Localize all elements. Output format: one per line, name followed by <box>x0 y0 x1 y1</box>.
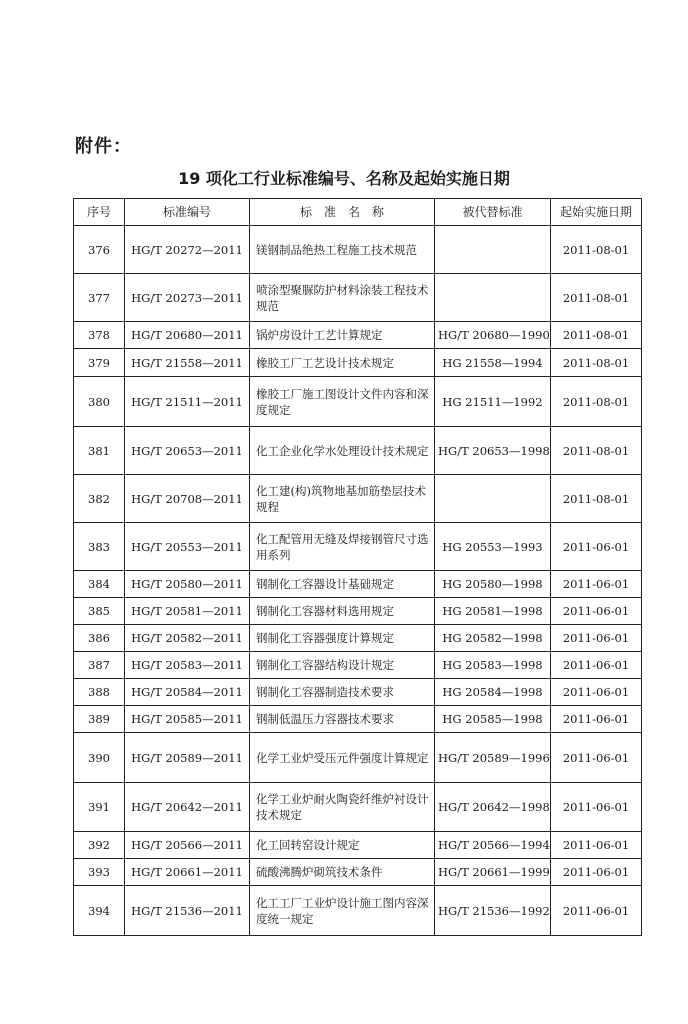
row-code: HG/T 20661—2011 <box>125 859 250 886</box>
table-row <box>74 349 642 377</box>
row-no: 386 <box>74 625 125 652</box>
row-code: HG/T 20642—2011 <box>125 783 250 832</box>
row-replaced: HG 20553—1993 <box>435 523 551 571</box>
row-no: 383 <box>74 523 125 571</box>
row-date: 2011-08-01 <box>551 226 642 274</box>
table-row <box>74 322 642 349</box>
row-date: 2011-08-01 <box>551 475 642 523</box>
row-no: 388 <box>74 679 125 706</box>
row-date: 2011-08-01 <box>551 322 642 349</box>
row-name: 钢制化工容器制造技术要求 <box>250 679 435 706</box>
table-row <box>74 571 642 598</box>
row-date: 2011-08-01 <box>551 349 642 377</box>
row-code: HG/T 20680—2011 <box>125 322 250 349</box>
row-replaced <box>435 475 551 523</box>
row-name: 化工回转窑设计规定 <box>250 832 435 859</box>
row-no: 392 <box>74 832 125 859</box>
row-no: 389 <box>74 706 125 733</box>
table-row <box>74 523 642 571</box>
row-name: 化学工业炉耐火陶瓷纤维炉衬设计技术规定 <box>250 783 435 832</box>
col-header-replaced: 被代替标准 <box>435 199 551 226</box>
row-date: 2011-06-01 <box>551 598 642 625</box>
row-name: 化工企业化学水处理设计技术规定 <box>250 427 435 475</box>
row-replaced: HG 20582—1998 <box>435 625 551 652</box>
table-row <box>74 226 642 274</box>
row-no: 381 <box>74 427 125 475</box>
row-code: HG/T 20553—2011 <box>125 523 250 571</box>
col-header-name: 标 准 名 称 <box>250 199 435 226</box>
table-row <box>74 274 642 322</box>
table-row <box>74 475 642 523</box>
row-replaced: HG 21558—1994 <box>435 349 551 377</box>
row-name: 硫酸沸腾炉砌筑技术条件 <box>250 859 435 886</box>
table-row <box>74 783 642 832</box>
row-date: 2011-06-01 <box>551 733 642 783</box>
row-replaced: HG/T 20661—1999 <box>435 859 551 886</box>
row-no: 385 <box>74 598 125 625</box>
row-code: HG/T 20581—2011 <box>125 598 250 625</box>
row-date: 2011-06-01 <box>551 571 642 598</box>
row-name: 钢制低温压力容器技术要求 <box>250 706 435 733</box>
row-replaced: HG 20584—1998 <box>435 679 551 706</box>
row-date: 2011-08-01 <box>551 274 642 322</box>
row-name: 钢制化工容器结构设计规定 <box>250 652 435 679</box>
row-replaced: HG 20581—1998 <box>435 598 551 625</box>
row-replaced: HG 20585—1998 <box>435 706 551 733</box>
row-replaced: HG/T 21536—1992 <box>435 886 551 936</box>
row-replaced: HG/T 20589—1996 <box>435 733 551 783</box>
row-name: 化学工业炉受压元件强度计算规定 <box>250 733 435 783</box>
row-replaced: HG/T 20680—1990 <box>435 322 551 349</box>
table-row <box>74 832 642 859</box>
row-no: 376 <box>74 226 125 274</box>
row-no: 382 <box>74 475 125 523</box>
row-code: HG/T 20566—2011 <box>125 832 250 859</box>
table-row <box>74 706 642 733</box>
row-code: HG/T 20585—2011 <box>125 706 250 733</box>
col-header-date: 起始实施日期 <box>551 199 642 226</box>
row-name: 橡胶工厂工艺设计技术规定 <box>250 349 435 377</box>
row-date: 2011-06-01 <box>551 886 642 936</box>
row-replaced <box>435 226 551 274</box>
row-no: 390 <box>74 733 125 783</box>
row-name: 钢制化工容器材料选用规定 <box>250 598 435 625</box>
table-row <box>74 859 642 886</box>
table-row <box>74 427 642 475</box>
page-title: 19 项化工行业标准编号、名称及起始实施日期 <box>178 169 510 188</box>
row-name: 化工配管用无缝及焊接钢管尺寸选用系列 <box>250 523 435 571</box>
row-no: 384 <box>74 571 125 598</box>
row-replaced: HG 20580—1998 <box>435 571 551 598</box>
table-row <box>74 733 642 783</box>
row-replaced <box>435 274 551 322</box>
row-no: 380 <box>74 377 125 427</box>
row-code: HG/T 20653—2011 <box>125 427 250 475</box>
row-code: HG/T 20583—2011 <box>125 652 250 679</box>
row-name: 锅炉房设计工艺计算规定 <box>250 322 435 349</box>
row-name: 钢制化工容器设计基础规定 <box>250 571 435 598</box>
row-name: 橡胶工厂施工图设计文件内容和深度规定 <box>250 377 435 427</box>
row-no: 391 <box>74 783 125 832</box>
row-replaced: HG/T 20566—1994 <box>435 832 551 859</box>
row-replaced: HG/T 20653—1998 <box>435 427 551 475</box>
row-date: 2011-06-01 <box>551 679 642 706</box>
row-name: 喷涂型聚脲防护材料涂装工程技术规范 <box>250 274 435 322</box>
row-code: HG/T 20589—2011 <box>125 733 250 783</box>
row-replaced: HG/T 20642—1998 <box>435 783 551 832</box>
table-header-row <box>74 199 642 226</box>
row-code: HG/T 20273—2011 <box>125 274 250 322</box>
row-no: 387 <box>74 652 125 679</box>
row-name: 镁钢制品绝热工程施工技术规范 <box>250 226 435 274</box>
row-replaced: HG 21511—1992 <box>435 377 551 427</box>
row-replaced: HG 20583—1998 <box>435 652 551 679</box>
row-no: 377 <box>74 274 125 322</box>
row-code: HG/T 20708—2011 <box>125 475 250 523</box>
row-date: 2011-08-01 <box>551 377 642 427</box>
row-code: HG/T 20272—2011 <box>125 226 250 274</box>
row-code: HG/T 21536—2011 <box>125 886 250 936</box>
table-row <box>74 377 642 427</box>
col-header-no: 序号 <box>74 199 125 226</box>
row-name: 化工建(构)筑物地基加筋垫层技术规程 <box>250 475 435 523</box>
row-no: 379 <box>74 349 125 377</box>
row-date: 2011-06-01 <box>551 652 642 679</box>
row-no: 394 <box>74 886 125 936</box>
row-name: 化工工厂工业炉设计施工图内容深度统一规定 <box>250 886 435 936</box>
row-no: 393 <box>74 859 125 886</box>
row-no: 378 <box>74 322 125 349</box>
row-date: 2011-06-01 <box>551 625 642 652</box>
row-date: 2011-06-01 <box>551 706 642 733</box>
table-row <box>74 652 642 679</box>
row-name: 钢制化工容器强度计算规定 <box>250 625 435 652</box>
row-date: 2011-06-01 <box>551 523 642 571</box>
table-row <box>74 625 642 652</box>
table-row <box>74 679 642 706</box>
row-date: 2011-06-01 <box>551 783 642 832</box>
row-code: HG/T 20580—2011 <box>125 571 250 598</box>
row-date: 2011-06-01 <box>551 832 642 859</box>
row-code: HG/T 20582—2011 <box>125 625 250 652</box>
row-date: 2011-08-01 <box>551 427 642 475</box>
standards-table <box>73 198 642 936</box>
table-row <box>74 598 642 625</box>
row-date: 2011-06-01 <box>551 859 642 886</box>
row-code: HG/T 21511—2011 <box>125 377 250 427</box>
attachment-label: 附件： <box>75 136 132 157</box>
table-row <box>74 886 642 936</box>
col-header-code: 标准编号 <box>125 199 250 226</box>
row-code: HG/T 21558—2011 <box>125 349 250 377</box>
row-code: HG/T 20584—2011 <box>125 679 250 706</box>
